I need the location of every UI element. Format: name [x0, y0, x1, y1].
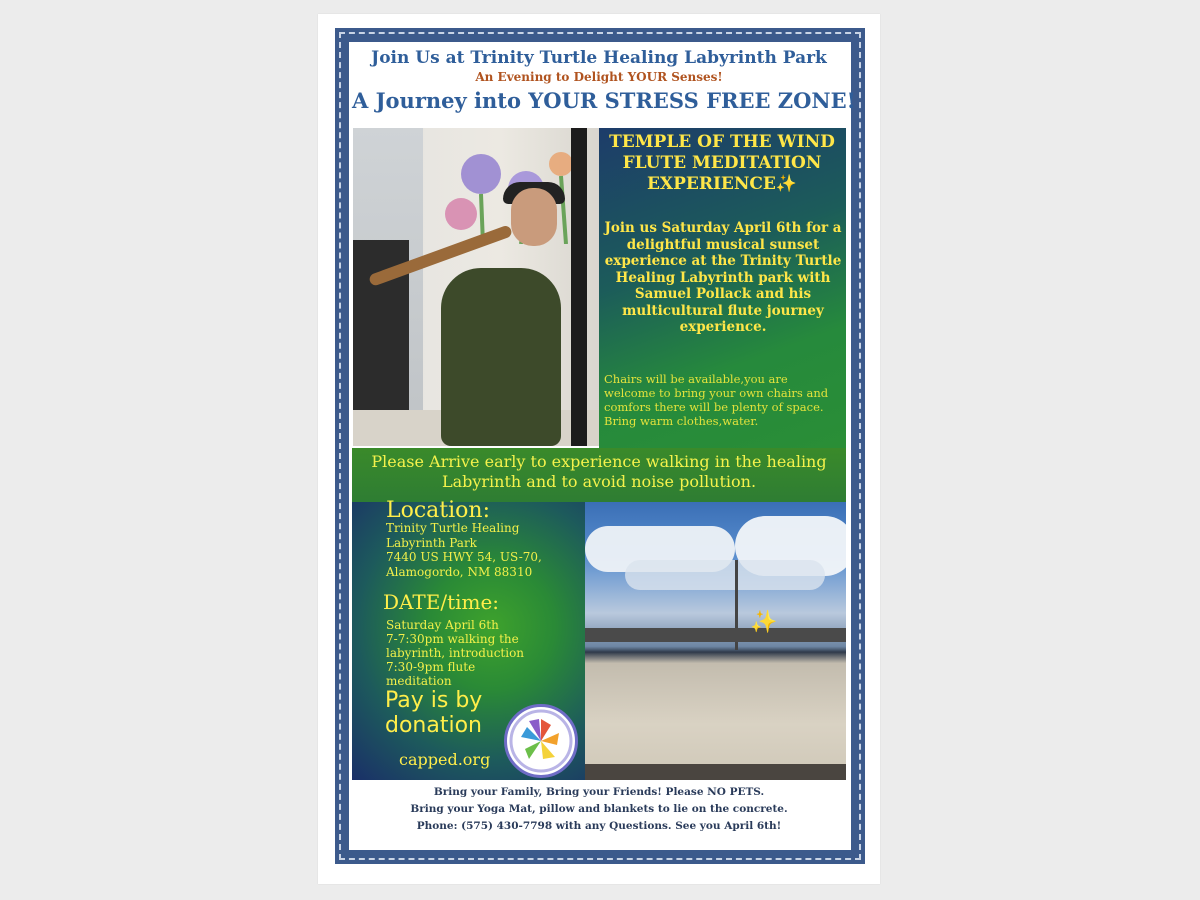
date-heading: DATE/time: — [383, 590, 500, 614]
sparkle-icon: ✨ — [750, 610, 778, 635]
event-title: TEMPLE OF THE WIND FLUTE MEDITATION EXPERIENCE✨ — [609, 132, 835, 194]
flyer-footer — [352, 784, 846, 848]
footer-line-2: Bring your Yoga Mat, pillow and blankets to lie on the concrete. — [410, 803, 788, 815]
date-details: Saturday April 6th 7-7:30pm walking the labyrinth, introduction 7:30-9pm flute meditation — [386, 618, 525, 688]
flyer-header — [352, 44, 856, 128]
footer-line-1: Bring your Family, Bring your Friends! Please NO PETS. — [433, 786, 765, 798]
header-tagline: A Journey into YOUR STRESS FREE ZONE! — [352, 88, 856, 113]
pay-note: Pay is by donation — [385, 688, 483, 738]
location-heading: Location: — [386, 498, 490, 523]
chairs-note: Chairs will be available,you are welcome to bring your own chairs and comfors there will be plenty of space. Bring warm clothes,water. — [604, 372, 829, 428]
website-link[interactable]: capped.org — [399, 750, 491, 769]
header-title: Join Us at Trinity Turtle Healing Labyrinth Park — [371, 48, 827, 68]
header-subtitle: An Evening to Delight YOUR Senses! — [475, 70, 723, 84]
flute-player-photo — [353, 128, 599, 446]
capped-logo-icon — [504, 704, 578, 778]
location-address: Trinity Turtle Healing Labyrinth Park 7440 US HWY 54, US-70, Alamogordo, NM 88310 — [386, 521, 542, 579]
labyrinth-photo — [585, 502, 846, 780]
arrive-text: Please Arrive early to experience walking in the healing Labyrinth and to avoid noise pollution. — [371, 452, 827, 491]
footer-line-3: Phone: (575) 430-7798 with any Questions. See you April 6th! — [416, 820, 782, 832]
event-description: Join us Saturday April 6th for a delightful musical sunset experience at the Trinity Turtle Healing Labyrinth park with Samuel Pollack and his multicultural flute journey experience. — [604, 220, 842, 335]
